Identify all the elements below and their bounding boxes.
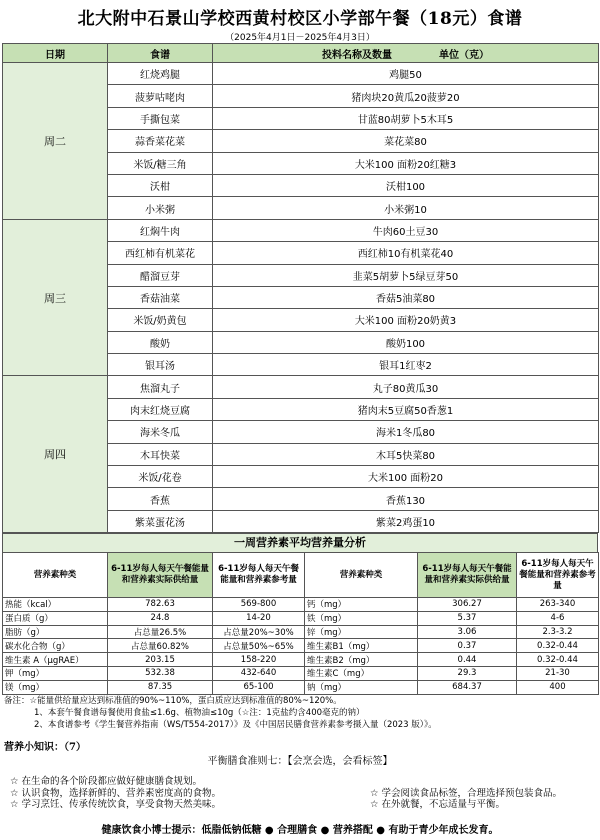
ingredients-cell: 鸡腿50 [213, 63, 599, 85]
nutrient-actual-cell: 3.06 [418, 625, 517, 639]
ingredients-cell: 韭菜5胡萝卜5绿豆芽50 [213, 264, 599, 286]
nutrient-ref-cell: 21-30 [517, 666, 599, 680]
nutrient-name-cell: 钠（mg） [305, 680, 418, 694]
header-ingredients-label: 投料名称及数量 [322, 49, 393, 61]
nutrient-name-cell: 钾（mg） [3, 666, 108, 680]
nutrient-actual-cell: 占总量60.82% [108, 639, 213, 653]
menu-body [3, 63, 599, 533]
nutrient-name-cell: 维生素B1（mg） [305, 639, 418, 653]
nutrient-actual-cell: 0.37 [418, 639, 517, 653]
ingredients-cell: 香菇5油菜80 [213, 286, 599, 308]
ingredients-cell: 大米100 面粉20 [213, 466, 599, 488]
menu-table [2, 43, 599, 533]
nutrient-ref-cell: 569-800 [213, 598, 305, 612]
ingredients-cell: 沃柑100 [213, 174, 599, 196]
nutrition-header-row [3, 553, 599, 598]
tip-right: ☆ 学会阅读食品标签，合理选择预包装食品。 [370, 787, 563, 799]
dish-cell: 肉末红烧豆腐 [108, 398, 213, 420]
dish-cell: 手撕包菜 [108, 107, 213, 129]
note-line-2: 1、本套午餐食谱每餐使用食盐≤1.6g、植物油≤10g（☆注：1克盐约含400毫克的钠） [34, 708, 365, 718]
ingredients-cell: 猪肉末5豆腐50香葱1 [213, 398, 599, 420]
nutrient-name-cell: 维生素 A（μgRAE） [3, 653, 108, 667]
nutrient-ref-cell: 400 [517, 680, 599, 694]
nutrient-ref-cell: 0.32-0.44 [517, 639, 599, 653]
ingredients-cell: 丸子80黄瓜30 [213, 376, 599, 398]
day-cell: 周二 [3, 63, 108, 220]
nutrition-section-title: 一周营养素平均营养量分析 [2, 533, 598, 553]
tips-bullets [10, 776, 590, 811]
nutrient-actual-cell: 5.37 [418, 611, 517, 625]
nutrition-row [3, 653, 599, 667]
menu-header-row [3, 44, 599, 63]
ingredients-cell: 牛肉60土豆30 [213, 219, 599, 241]
dish-cell: 小米粥 [108, 197, 213, 219]
nutrient-ref-cell: 2.3-3.2 [517, 625, 599, 639]
nutrient-actual-cell: 532.38 [108, 666, 213, 680]
nutrient-name-cell: 碳水化合物（g） [3, 639, 108, 653]
header-day: 日期 [3, 44, 108, 63]
dish-cell: 沃柑 [108, 174, 213, 196]
nutrient-actual-cell: 0.44 [418, 653, 517, 667]
dish-cell: 焦溜丸子 [108, 376, 213, 398]
header-dish: 食谱 [108, 44, 213, 63]
nutrition-row [3, 666, 599, 680]
nutrient-name-cell: 钙（mg） [305, 598, 418, 612]
nutrient-name-cell: 镁（mg） [3, 680, 108, 694]
dish-cell: 酸奶 [108, 331, 213, 353]
ingredients-cell: 小米粥10 [213, 197, 599, 219]
menu-row [3, 376, 599, 398]
ingredients-cell: 酸奶100 [213, 331, 599, 353]
ingredients-cell: 银耳1红枣2 [213, 354, 599, 376]
nutrient-name-cell: 热能（kcal） [3, 598, 108, 612]
nutrient-actual-cell: 29.3 [418, 666, 517, 680]
nut-header-actual-left: 6-11岁每人每天午餐能量和营养素实际供给量 [108, 553, 213, 598]
dish-cell: 红烧鸡腿 [108, 63, 213, 85]
dish-cell: 醋溜豆芽 [108, 264, 213, 286]
ingredients-cell: 紫菜2鸡蛋10 [213, 510, 599, 532]
nutrition-row [3, 598, 599, 612]
nutrient-name-cell: 维生素B2（mg） [305, 653, 418, 667]
dish-cell: 西红柿有机菜花 [108, 242, 213, 264]
day-cell: 周三 [3, 219, 108, 376]
nutrient-actual-cell: 24.8 [108, 611, 213, 625]
nutrition-row [3, 625, 599, 639]
dish-cell: 银耳汤 [108, 354, 213, 376]
nut-header-ref-right: 6-11岁每人每天午餐能量和营养素参考量 [517, 553, 599, 598]
nutrition-row [3, 680, 599, 694]
ingredients-cell: 菜花菜80 [213, 130, 599, 152]
tip-left: ☆ 认识食物，选择新鲜的、营养素密度高的食物。 [10, 787, 222, 799]
ingredients-cell: 海米1冬瓜80 [213, 421, 599, 443]
tips-heading: 营养小知识：（7） [4, 742, 86, 753]
nutrition-row [3, 639, 599, 653]
notes [4, 695, 598, 731]
dish-cell: 木耳快菜 [108, 443, 213, 465]
tip-right [370, 776, 590, 788]
nutrient-name-cell: 维生素C（mg） [305, 666, 418, 680]
page-title: 北大附中石景山学校西黄村校区小学部午餐（18元）食谱 [77, 9, 523, 29]
nutrient-ref-cell: 263-340 [517, 598, 599, 612]
nutrient-actual-cell: 684.37 [418, 680, 517, 694]
nutrient-actual-cell: 占总量26.5% [108, 625, 213, 639]
header-ingredients [213, 44, 599, 63]
nut-header-nutrient-left: 营养素种类 [3, 553, 108, 598]
dish-cell: 米饭/奶黄包 [108, 309, 213, 331]
menu-row [3, 63, 599, 85]
nutrition-table [2, 552, 599, 695]
nutrient-actual-cell: 203.15 [108, 653, 213, 667]
nutrition-body [3, 598, 599, 695]
dish-cell: 蒜香菜花菜 [108, 130, 213, 152]
nutrient-ref-cell: 65-100 [213, 680, 305, 694]
note-line-3: 2、本食谱参考《学生餐营养指南（WS/T554-2017）》及《中国居民膳食营养素参考摄入量（2023 版）》。 [34, 720, 437, 730]
nutrient-ref-cell: 158-220 [213, 653, 305, 667]
nutrient-name-cell: 蛋白质（g） [3, 611, 108, 625]
note-line-1: 备注：☆能量供给量应达到标准值的90%~110%，蛋白质应达到标准值的80%~120%。 [4, 696, 342, 706]
tip-row [10, 776, 590, 788]
nutrient-ref-cell: 4-6 [517, 611, 599, 625]
dish-cell: 紫菜蛋花汤 [108, 510, 213, 532]
ingredients-cell: 木耳5快菜80 [213, 443, 599, 465]
tip-left: ☆ 在生命的各个阶段都应做好健康膳食规划。 [10, 776, 203, 787]
dish-cell: 香蕉 [108, 488, 213, 510]
nutrition-row [3, 611, 599, 625]
dish-cell: 海米冬瓜 [108, 421, 213, 443]
ingredients-cell: 猪肉块20黄瓜20菠萝20 [213, 85, 599, 107]
nut-header-actual-right: 6-11岁每人每天午餐能量和营养素实际供给量 [418, 553, 517, 598]
tip-left: ☆ 学习烹饪、传承传统饮食，享受食物天然美味。 [10, 799, 222, 810]
nutrient-ref-cell: 432-640 [213, 666, 305, 680]
nutrient-ref-cell: 占总量50%~65% [213, 639, 305, 653]
ingredients-cell: 甘蓝80胡萝卜5木耳5 [213, 107, 599, 129]
ingredients-cell: 大米100 面粉20红糖3 [213, 152, 599, 174]
tip-row [10, 788, 590, 800]
header-unit-label: 单位（克） [438, 49, 489, 61]
nutrient-ref-cell: 0.32-0.44 [517, 653, 599, 667]
nutrient-actual-cell: 87.35 [108, 680, 213, 694]
tip-row [10, 799, 590, 811]
dish-cell: 米饭/花卷 [108, 466, 213, 488]
day-cell: 周四 [3, 376, 108, 533]
nutrient-ref-cell: 占总量20%~30% [213, 625, 305, 639]
dish-cell: 红焖牛肉 [108, 219, 213, 241]
ingredients-cell: 西红柿10有机菜花40 [213, 242, 599, 264]
dish-cell: 菠萝咕咾肉 [108, 85, 213, 107]
dish-cell: 米饭/糖三角 [108, 152, 213, 174]
tips-principle: 平衡膳食准则七：【会烹会选，会看标签】 [207, 756, 393, 767]
footer-tip: 健康饮食小博士提示：低脂低钠低糖 ● 合理膳食 ● 营养搭配 ● 有助于青少年成长发育。 [101, 825, 499, 836]
nut-header-nutrient-right: 营养素种类 [305, 553, 418, 598]
nut-header-ref-left: 6-11岁每人每天午餐能量和营养素参考量 [213, 553, 305, 598]
date-range: （2025年4月1日－2025年4月3日） [225, 33, 375, 43]
dish-cell: 香菇油菜 [108, 286, 213, 308]
menu-row [3, 219, 599, 241]
ingredients-cell: 大米100 面粉20奶黄3 [213, 309, 599, 331]
nutrient-actual-cell: 782.63 [108, 598, 213, 612]
nutrient-name-cell: 锌（mg） [305, 625, 418, 639]
tip-right: ☆ 在外就餐，不忘适量与平衡。 [370, 799, 506, 810]
ingredients-cell: 香蕉130 [213, 488, 599, 510]
nutrient-actual-cell: 306.27 [418, 598, 517, 612]
nutrient-name-cell: 脂肪（g） [3, 625, 108, 639]
nutrient-name-cell: 铁（mg） [305, 611, 418, 625]
nutrient-ref-cell: 14-20 [213, 611, 305, 625]
